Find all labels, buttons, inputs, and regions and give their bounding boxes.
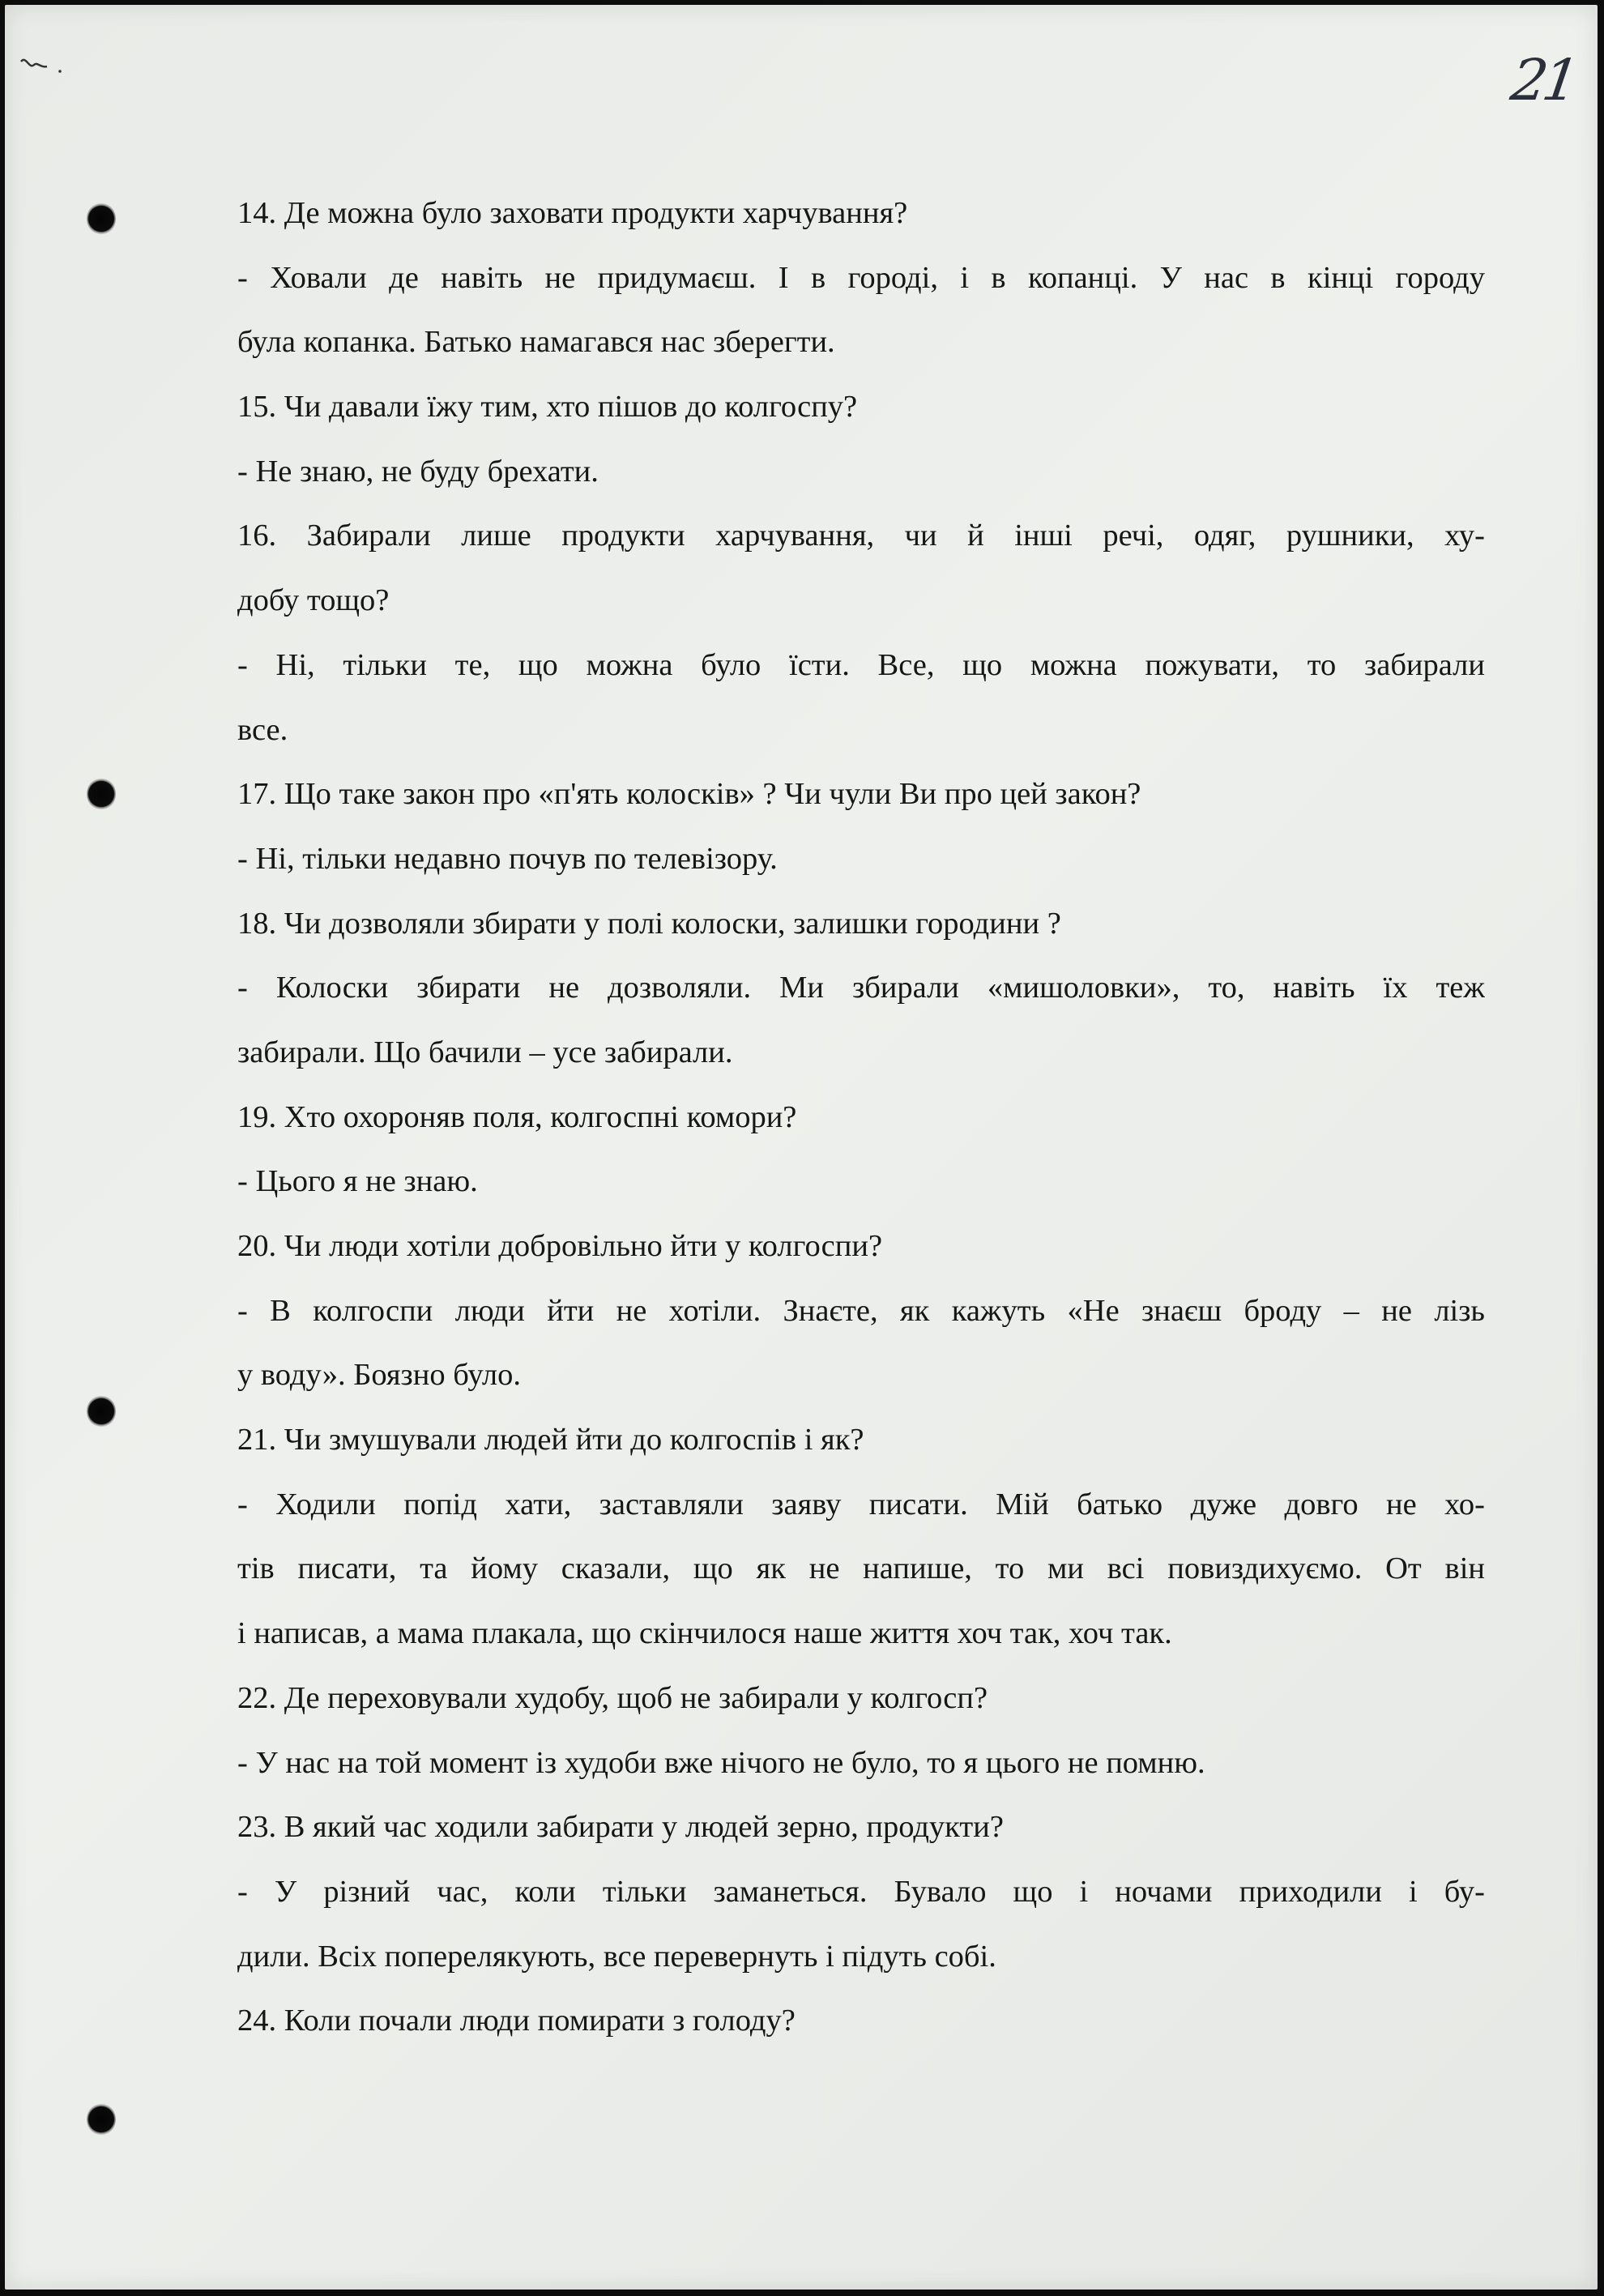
corner-pen-mark xyxy=(19,53,68,86)
question-19: 19. Хто охороняв поля, колгоспні комори? xyxy=(237,1099,797,1134)
answer-line: - У нас на той момент із худоби вже нічого не було, то я цього не помню. xyxy=(237,1745,1205,1780)
answer-line: все. xyxy=(237,712,288,747)
punch-hole xyxy=(87,2103,116,2136)
punch-hole xyxy=(87,778,116,810)
document-page xyxy=(5,5,1598,2290)
answer-line: - У різний час, коли тільки заманеться. Бувало що і ночами приходили і бу- xyxy=(237,1874,1485,1909)
answer-line: - Не знаю, не буду брехати. xyxy=(237,454,599,489)
answer-line: - Цього я не знаю. xyxy=(237,1164,478,1199)
question-14: 14. Де можна було заховати продукти харчування? xyxy=(237,196,908,230)
answer-line: була копанка. Батько намагався нас зберегти. xyxy=(237,325,835,360)
answer-line: - Ховали де навіть не придумаєш. І в городі, і в копанці. У нас в кінці городу xyxy=(237,260,1485,295)
answer-line: тів писати, та йому сказали, що як не напише, то ми всі повиздихуємо. От він xyxy=(237,1551,1485,1586)
answer-line: - В колгоспи люди йти не хотіли. Знаєте, як кажуть «Не знаєш броду – не лізь xyxy=(237,1293,1485,1328)
answer-line: забирали. Що бачили – усе забирали. xyxy=(237,1035,733,1069)
answer-line: - Колоски збирати не дозволяли. Ми збирали «мишоловки», то, навіть їх теж xyxy=(237,971,1485,1005)
page-number: 21 xyxy=(1507,47,1579,113)
question-21: 21. Чи змушували людей йти до колгоспів і як? xyxy=(237,1423,864,1457)
question-15: 15. Чи давали їжу тим, хто пішов до колгоспу? xyxy=(237,390,858,425)
question-22: 22. Де переховували худобу, щоб не забирали у колгосп? xyxy=(237,1680,988,1715)
question-20: 20. Чи люди хотіли добровільно йти у колгоспи? xyxy=(237,1229,883,1263)
answer-line: і написав, а мама плакала, що скінчилося наше життя хоч так, хоч так. xyxy=(237,1616,1172,1651)
answer-line: у воду». Боязно було. xyxy=(237,1358,522,1393)
answer-line: - Ходили попід хати, заставляли заяву писати. Мій батько дуже довго не хо- xyxy=(237,1487,1485,1521)
interview-text xyxy=(237,181,1485,2054)
question-18: 18. Чи дозволяли збирати у полі колоски, залишки городини ? xyxy=(237,906,1061,941)
question-23: 23. В який час ходили забирати у людей зерно, продукти? xyxy=(237,1810,1004,1845)
question-17: 17. Що таке закон про «п'ять колосків» ? Чи чули Ви про цей закон? xyxy=(237,777,1141,812)
question-line: добу тощо? xyxy=(237,583,390,618)
answer-line: - Ні, тільки те, що можна було їсти. Все, що можна пожувати, то забирали xyxy=(237,647,1485,682)
punch-hole xyxy=(87,1395,116,1428)
answer-line: - Ні, тільки недавно почув по телевізору. xyxy=(237,841,778,876)
question-24: 24. Коли почали люди помирати з голоду? xyxy=(237,2004,796,2038)
punch-hole xyxy=(87,203,116,235)
answer-line: дили. Всіх поперелякують, все перевернуть і підуть собі. xyxy=(237,1939,996,1974)
question-16: 16. Забирали лише продукти харчування, чи й інші речі, одяг, рушники, ху- xyxy=(237,519,1485,553)
